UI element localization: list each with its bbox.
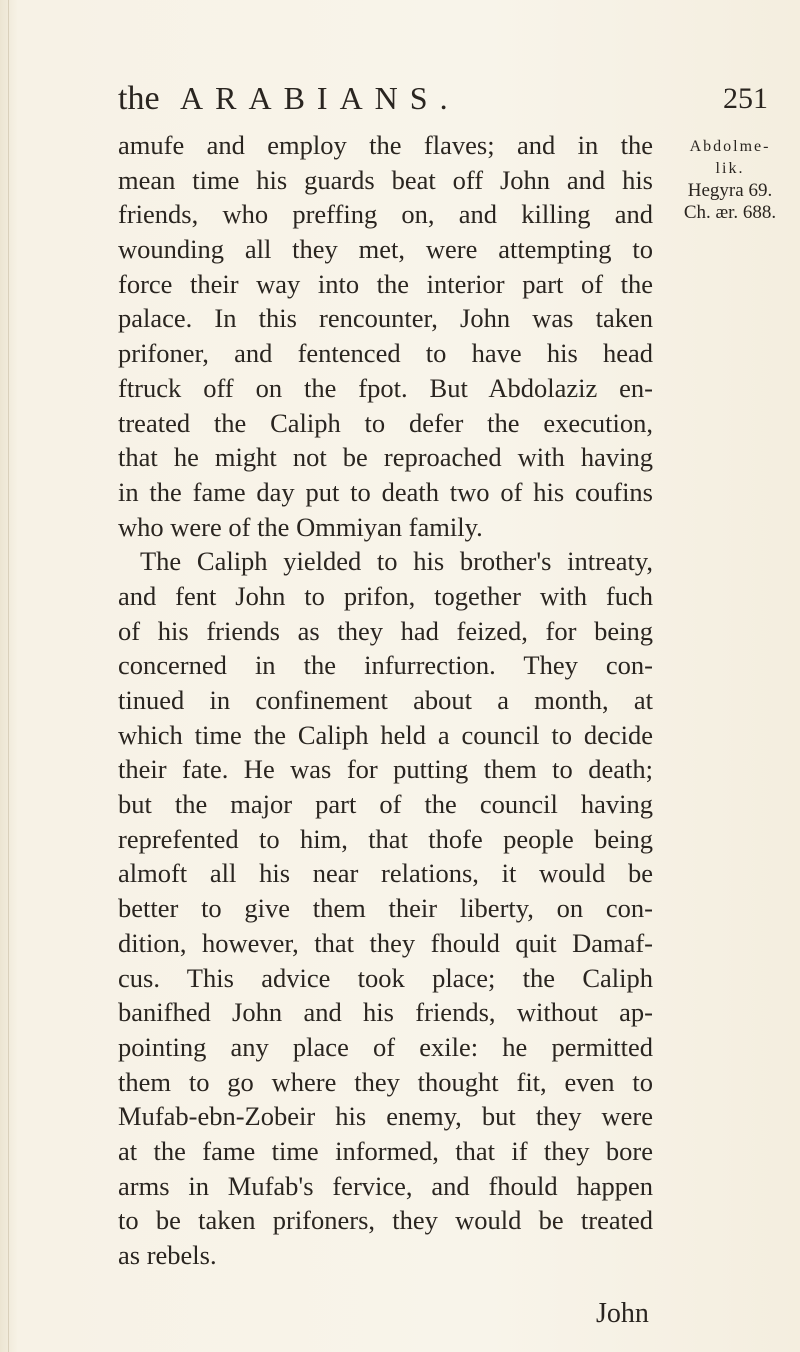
- running-header: [118, 80, 768, 124]
- text-line: them to go where they thought fit, even to: [118, 1066, 653, 1097]
- text-line: banifhed John and his friends, without ap-: [118, 997, 653, 1028]
- text-line: but the major part of the council having: [118, 789, 653, 820]
- text-line: amufe and employ the flaves; and in the: [118, 130, 653, 160]
- header-title: ARABIANS.: [180, 80, 460, 116]
- text-line: cus. This advice took place; the Caliph: [118, 962, 653, 993]
- text-line: in the fame day put to death two of his coufins: [118, 476, 653, 507]
- page-number: 251: [723, 82, 768, 115]
- text-line: friends, who preffing on, and killing and: [118, 199, 653, 230]
- body-text: [118, 128, 653, 1273]
- text-line: which time the Caliph held a council to decide: [118, 719, 653, 750]
- text-line: prifoner, and fentenced to have his head: [118, 338, 653, 369]
- text-line: of his friends as they had feized, for being: [118, 615, 653, 646]
- text-line: concerned in the infurrection. They con-: [118, 650, 653, 681]
- text-line: palace. In this rencounter, John was taken: [118, 303, 653, 334]
- text-line: to be taken prifoners, they would be treated: [118, 1205, 653, 1236]
- text-line: dition, however, that they fhould quit Damaf-: [118, 927, 653, 958]
- margin-note: [665, 136, 795, 224]
- text-line: at the fame time informed, that if they bore: [118, 1135, 653, 1166]
- text-line: who were of the Ommiyan family.: [118, 511, 483, 542]
- margin-note-line: Hegyra 69.: [687, 180, 773, 201]
- text-line: that he might not be reproached with having: [118, 442, 653, 473]
- margin-note-line: Abdolme-: [689, 138, 771, 155]
- margin-note-line: Ch. ær. 688.: [683, 202, 777, 223]
- text-line: pointing any place of exile: he permitted: [118, 1031, 653, 1062]
- text-line: arms in Mufab's fervice, and fhould happen: [118, 1170, 653, 1201]
- text-line: reprefented to him, that thofe people being: [118, 823, 653, 854]
- text-line: ftruck off on the fpot. But Abdolaziz en-: [118, 372, 653, 403]
- text-line: their fate. He was for putting them to death;: [118, 754, 653, 785]
- page-gutter-edge: [8, 0, 9, 1352]
- catchword: John: [596, 1298, 649, 1329]
- text-line: better to give them their liberty, on con-: [118, 893, 653, 924]
- text-line: and fent John to prifon, together with fuch: [118, 580, 653, 611]
- text-line: as rebels.: [118, 1240, 217, 1270]
- text-line: tinued in confinement about a month, at: [118, 685, 653, 715]
- text-line: mean time his guards beat off John and his: [118, 164, 653, 195]
- text-line: The Caliph yielded to his brother's intreaty,: [140, 546, 653, 577]
- margin-note-line: lik.: [715, 160, 745, 177]
- text-line: force their way into the interior part of the: [118, 268, 653, 299]
- text-line: almoft all his near relations, it would be: [118, 858, 653, 889]
- text-line: wounding all they met, were attempting to: [118, 234, 653, 265]
- header-prefix: the: [118, 80, 160, 117]
- text-line: treated the Caliph to defer the execution,: [118, 407, 653, 438]
- text-line: Mufab-ebn-Zobeir his enemy, but they were: [118, 1101, 653, 1132]
